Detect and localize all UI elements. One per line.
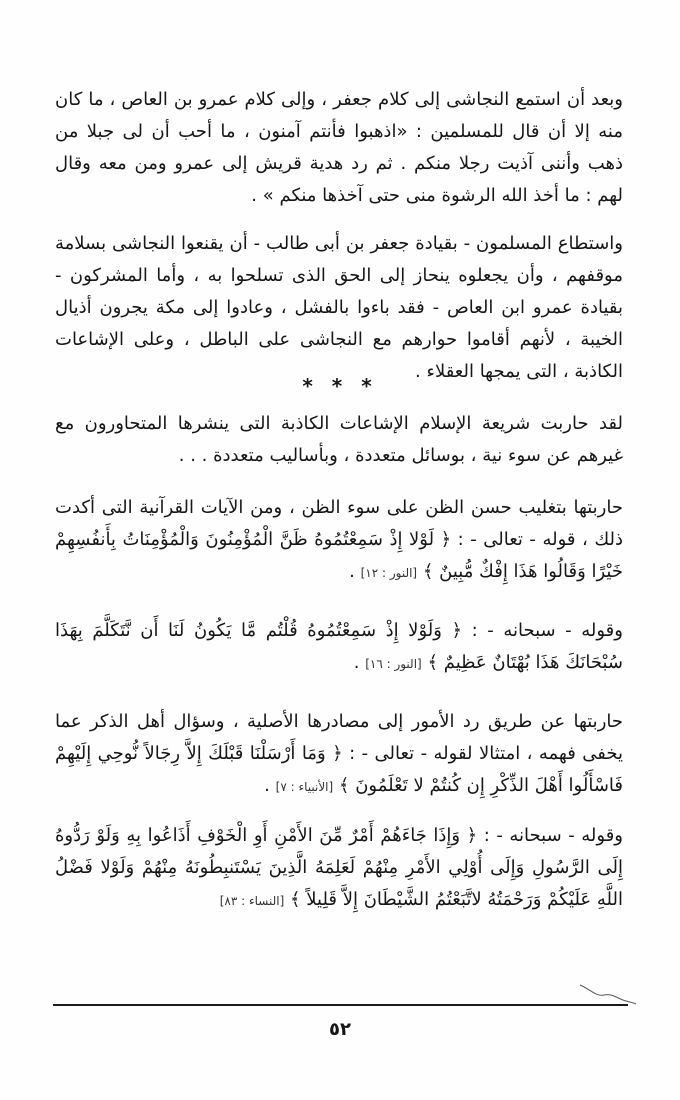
paragraph-najashi-verdict: وبعد أن استمع النجاشى إلى كلام جعفر ، وإلى كلام عمرو بن العاص ، ما كان منه إلا أن قال للمسلمين : «اذهبوا فأنتم آمنون ، ما أحب أن لى جبلا من ذهب وأننى آذيت رجلا منكم . ثم رد هدية قريش إلى عمرو ومن معه وقال لهم : ما أخذ الله الرشوة منى حتى آخذها منكم » . bbox=[55, 89, 623, 206]
paragraph-text: وقوله - سبحانه - : bbox=[483, 825, 623, 846]
quran-verse: ﴿ وَمَا أَرْسَلْنَا قَبْلَكَ إِلاَّ رِجَالاً نُّوحِي إِلَيْهِمْ فَاسْأَلُوا أَهْلَ الذِّكْرِ إِن كُنتُمْ لا تَعْلَمُونَ ﴾ bbox=[55, 743, 623, 796]
verse-reference: [النور : ١٢] bbox=[360, 566, 418, 580]
section-separator: * * * bbox=[302, 374, 378, 398]
footer-divider bbox=[53, 1004, 628, 1006]
paragraph-text: وقوله - سبحانه - : bbox=[471, 620, 623, 641]
paragraph-slander-verse bbox=[55, 615, 623, 680]
full-stop: . bbox=[264, 775, 270, 796]
verse-reference: [النساء : ٨٣] bbox=[219, 894, 285, 908]
full-stop: . bbox=[353, 652, 360, 673]
paragraph-rumors-intro: لقد حاربت شريعة الإسلام الإشاعات الكاذبة التى ينشرها المتحاورون مع غيرهم عن سوء نية ، بوسائل متعددة ، وبأساليب متعددة . . . bbox=[55, 413, 623, 466]
paragraph-text: حاربتها بتغليب حسن الظن على سوء الظن ، ومن الآيات القرآنية التى أكدت ذلك ، قوله - تعالى - : bbox=[55, 497, 623, 550]
quran-verse: ﴿ لَوْلا إِذْ سَمِعْتُمُوهُ ظَنَّ الْمُؤْمِنُونَ وَالْمُؤْمِنَاتُ بِأَنفُسِهِمْ خَيْرًا وَقَالُوا هَذَا إِفْكٌ مُّبِينٌ ﴾ bbox=[55, 529, 623, 582]
paragraph-muslims-success: واستطاع المسلمون - بقيادة جعفر بن أبى طالب - أن يقنعوا النجاشى بسلامة موقفهم ، وأن يجعلوه ينحاز إلى الحق الذى تسلحوا به ، وأما المشركون - بقيادة عمرو ابن العاص - فقد باءوا بالفشل ، وعادوا إلى مكة يجرون أذيال الخيبة ، لأنهم أقاموا حوارهم مع النجاشى على الباطل ، وعلى الإشاعات الكاذبة ، التى يمجها العقلاء . bbox=[55, 233, 623, 382]
paragraph-text: حاربتها عن طريق رد الأمور إلى مصادرها الأصلية ، وسؤال أهل الذكر عما يخفى فهمه ، امتثالا لقوله - تعالى - : bbox=[55, 711, 623, 764]
verse-reference: [الأنبياء : ٧] bbox=[275, 780, 334, 794]
paragraph-return-to-sources bbox=[55, 706, 623, 803]
footer-flourish bbox=[578, 983, 638, 1005]
quran-verse: ﴿ وَإِذَا جَاءَهُمْ أَمْرٌ مِّنَ الأَمْنِ أَوِ الْخَوْفِ أَذَاعُوا بِهِ وَلَوْ رَدُّوهُ إِلَى الرَّسُولِ وَإِلَى أُوْلِي الأَمْرِ مِنْهُمْ لَعَلِمَهُ الَّذِينَ يَسْتَنبِطُونَهُ مِنْهُمْ وَلَوْلا فَضْلُ اللَّهِ عَلَيْكُمْ وَرَحْمَتُهُ لاتَّبَعْتُمُ الشَّيْطَانَ إِلاَّ قَلِيلاً ﴾ bbox=[55, 825, 623, 910]
verse-reference: [النور : ١٦] bbox=[365, 657, 422, 671]
paragraph-news-verse bbox=[55, 820, 623, 917]
quran-verse: ﴿ وَلَوْلا إِذْ سَمِعْتُمُوهُ قُلْتُم مَّا يَكُونُ لَنَا أَن نَّتَكَلَّمَ بِهَذَا سُبْحَانَكَ هَذَا بُهْتَانٌ عَظِيمٌ ﴾ bbox=[55, 620, 623, 673]
page-number: ٥٢ bbox=[329, 1019, 351, 1040]
paragraph-good-opinion bbox=[55, 492, 623, 589]
full-stop: . bbox=[349, 561, 355, 582]
